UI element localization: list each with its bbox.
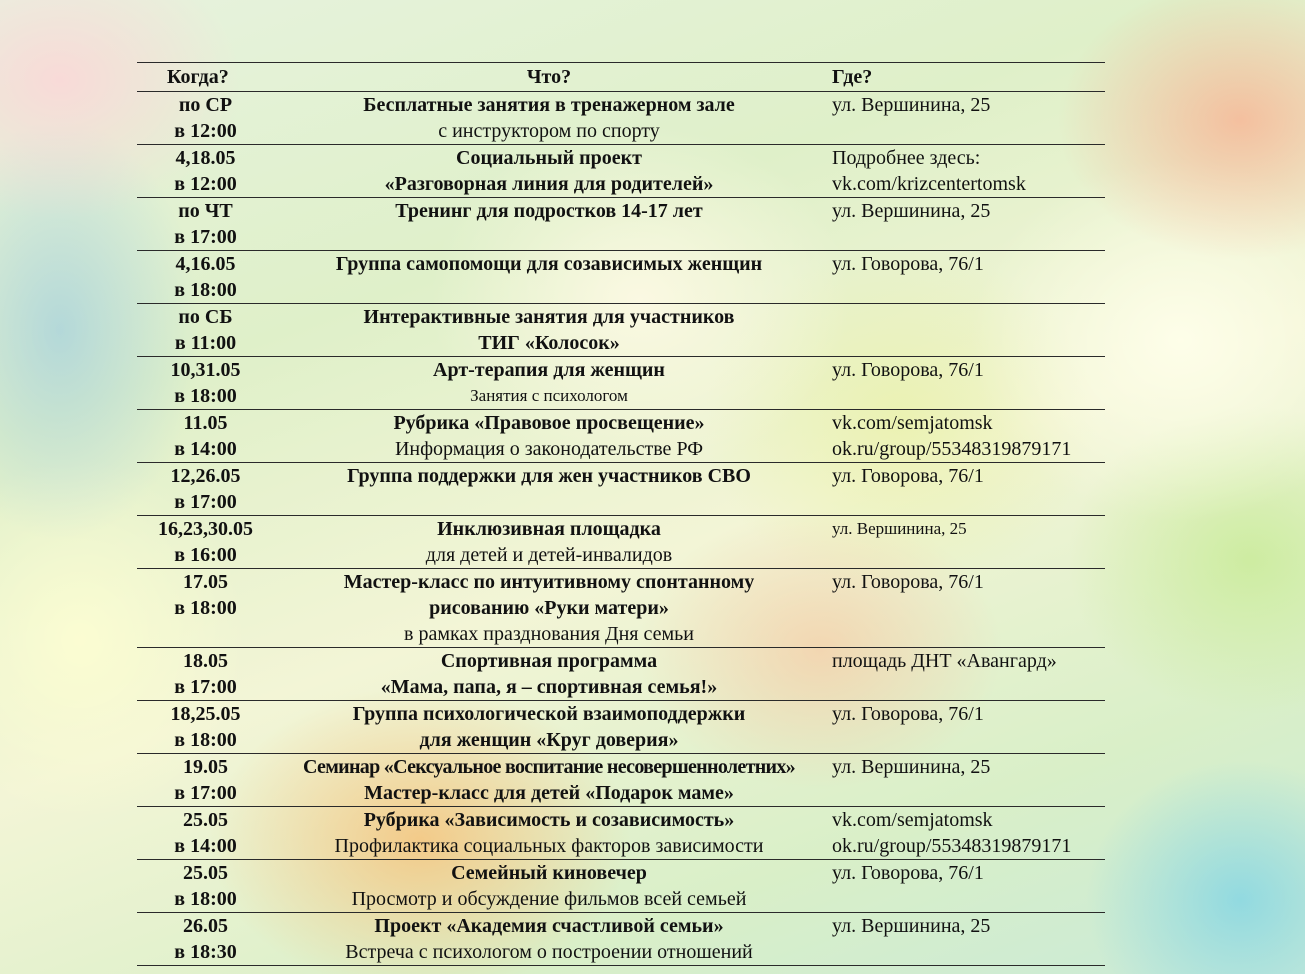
- when-cell: [137, 357, 274, 410]
- event-title: Рубрика «Правовое просвещение»: [393, 412, 705, 434]
- event-date: 12,26.05: [170, 465, 241, 487]
- event-title: ТИГ «Колосок»: [478, 332, 620, 354]
- event-title: Инклюзивная площадка: [437, 518, 661, 540]
- event-subtitle: Профилактика социальных факторов зависимости: [334, 835, 764, 857]
- table-row: [137, 754, 1105, 807]
- when-cell: [137, 860, 274, 913]
- where-cell: [824, 463, 1105, 516]
- event-location: ул. Вершинина, 25: [832, 519, 967, 538]
- event-location: ул. Вершинина, 25: [832, 915, 991, 937]
- event-subtitle: для детей и детей-инвалидов: [425, 544, 673, 566]
- header-where: Где?: [824, 63, 1105, 92]
- where-cell: [824, 860, 1105, 913]
- event-title: рисованию «Руки матери»: [429, 597, 669, 619]
- event-subtitle: с инструктором по спорту: [438, 120, 660, 142]
- event-date: 16,23,30.05: [158, 518, 253, 540]
- where-cell: [824, 410, 1105, 463]
- event-location: vk.com/semjatomsk: [832, 412, 993, 434]
- table-row: [137, 860, 1105, 913]
- header-what: Что?: [274, 63, 824, 92]
- table-row: [137, 251, 1105, 304]
- event-title: Спортивная программа: [440, 650, 658, 672]
- table-row: [137, 304, 1105, 357]
- when-cell: [137, 754, 274, 807]
- event-title: Тренинг для подростков 14-17 лет: [395, 200, 703, 222]
- what-cell: [274, 701, 824, 754]
- event-subtitle: Просмотр и обсуждение фильмов всей семьей: [351, 888, 747, 910]
- when-cell: [137, 648, 274, 701]
- event-location: ok.ru/group/55348319879171: [832, 835, 1072, 857]
- event-time: в 18:00: [174, 385, 237, 407]
- event-time: в 18:00: [174, 279, 237, 301]
- event-title: Группа поддержки для жен участников СВО: [347, 465, 751, 487]
- what-cell: [274, 913, 824, 966]
- where-cell: [824, 251, 1105, 304]
- what-cell: [274, 410, 824, 463]
- table-row: [137, 569, 1105, 648]
- event-time: в 18:30: [174, 941, 237, 963]
- event-date: по СР: [178, 94, 233, 116]
- what-cell: [274, 860, 824, 913]
- event-title: Семинар «Сексуальное воспитание несовершеннолетних»: [303, 756, 795, 778]
- event-location: vk.com/semjatomsk: [832, 809, 993, 831]
- schedule-table: [137, 62, 1105, 966]
- table-row: [137, 198, 1105, 251]
- event-location: площадь ДНТ «Авангард»: [832, 650, 1057, 672]
- event-location: ул. Вершинина, 25: [832, 200, 991, 222]
- table-row: [137, 410, 1105, 463]
- table-header-row: [137, 63, 1105, 92]
- event-date: 4,16.05: [175, 253, 236, 275]
- what-cell: [274, 357, 824, 410]
- where-cell: [824, 807, 1105, 860]
- when-cell: [137, 807, 274, 860]
- event-location: ok.ru/group/55348319879171: [832, 438, 1072, 460]
- event-time: в 12:00: [174, 120, 237, 142]
- what-cell: [274, 304, 824, 357]
- event-title: «Разговорная линия для родителей»: [384, 173, 714, 195]
- event-title: Интерактивные занятия для участников: [363, 306, 735, 328]
- event-time: в 16:00: [174, 544, 237, 566]
- event-location: ул. Говорова, 76/1: [832, 571, 984, 593]
- where-cell: [824, 516, 1105, 569]
- event-title: для женщин «Круг доверия»: [419, 729, 679, 751]
- where-cell: [824, 145, 1105, 198]
- event-title: Группа самопомощи для созависимых женщин: [335, 253, 763, 275]
- event-title: Рубрика «Зависимость и созависимость»: [363, 809, 735, 831]
- table-row: [137, 913, 1105, 966]
- event-time: в 14:00: [174, 438, 237, 460]
- event-time: в 12:00: [174, 173, 237, 195]
- event-subtitle: Информация о законодательстве РФ: [394, 438, 704, 460]
- event-subtitle: Занятия с психологом: [470, 386, 628, 405]
- event-time: в 14:00: [174, 835, 237, 857]
- event-time: в 18:00: [174, 888, 237, 910]
- event-date: 4,18.05: [175, 147, 236, 169]
- event-title: Группа психологической взаимоподдержки: [352, 703, 746, 725]
- event-date: по СБ: [178, 306, 233, 328]
- what-cell: [274, 198, 824, 251]
- where-cell: [824, 569, 1105, 648]
- what-cell: [274, 569, 824, 648]
- event-title: Бесплатные занятия в тренажерном зале: [363, 94, 735, 116]
- event-location: ул. Говорова, 76/1: [832, 465, 984, 487]
- event-date: 18,25.05: [170, 703, 241, 725]
- event-time: в 11:00: [174, 332, 237, 354]
- what-cell: [274, 754, 824, 807]
- table-row: [137, 648, 1105, 701]
- table-row: [137, 463, 1105, 516]
- what-cell: [274, 648, 824, 701]
- when-cell: [137, 92, 274, 145]
- event-date: 26.05: [183, 915, 228, 937]
- event-location: vk.com/krizcentertomsk: [832, 173, 1026, 195]
- table-row: [137, 516, 1105, 569]
- event-date: 17.05: [183, 571, 228, 593]
- table-row: [137, 357, 1105, 410]
- event-date: 25.05: [183, 809, 228, 831]
- where-cell: [824, 648, 1105, 701]
- event-title: Мастер-класс по интуитивному спонтанному: [343, 571, 755, 593]
- when-cell: [137, 410, 274, 463]
- event-title: Социальный проект: [456, 147, 642, 169]
- event-location: ул. Вершинина, 25: [832, 756, 991, 778]
- where-cell: [824, 357, 1105, 410]
- what-cell: [274, 463, 824, 516]
- when-cell: [137, 516, 274, 569]
- when-cell: [137, 145, 274, 198]
- event-date: по ЧТ: [178, 200, 233, 222]
- when-cell: [137, 251, 274, 304]
- header-when: Когда?: [137, 63, 274, 92]
- what-cell: [274, 92, 824, 145]
- when-cell: [137, 701, 274, 754]
- event-date: 18.05: [183, 650, 228, 672]
- event-time: в 17:00: [174, 491, 237, 513]
- where-cell: [824, 754, 1105, 807]
- table-row: [137, 807, 1105, 860]
- table-row: [137, 92, 1105, 145]
- event-date: 10,31.05: [170, 359, 241, 381]
- event-title: Семейный киновечер: [451, 862, 647, 884]
- event-location: Подробнее здесь:: [832, 147, 981, 169]
- event-location: ул. Говорова, 76/1: [832, 253, 984, 275]
- when-cell: [137, 304, 274, 357]
- event-subtitle: в рамках празднования Дня семьи: [404, 623, 694, 645]
- event-title: Арт-терапия для женщин: [433, 359, 665, 381]
- event-location: ул. Вершинина, 25: [832, 94, 991, 116]
- event-time: в 18:00: [174, 729, 237, 751]
- table-row: [137, 701, 1105, 754]
- what-cell: [274, 807, 824, 860]
- when-cell: [137, 913, 274, 966]
- where-cell: [824, 92, 1105, 145]
- event-date: 11.05: [183, 412, 228, 434]
- event-location: ул. Говорова, 76/1: [832, 703, 984, 725]
- event-location: ул. Говорова, 76/1: [832, 862, 984, 884]
- where-cell: [824, 913, 1105, 966]
- event-title: Мастер-класс для детей «Подарок маме»: [364, 782, 734, 804]
- event-date: 25.05: [183, 862, 228, 884]
- what-cell: [274, 516, 824, 569]
- what-cell: [274, 251, 824, 304]
- table-row: [137, 145, 1105, 198]
- when-cell: [137, 463, 274, 516]
- where-cell: [824, 304, 1105, 357]
- where-cell: [824, 701, 1105, 754]
- event-time: в 17:00: [174, 782, 237, 804]
- when-cell: [137, 198, 274, 251]
- event-location: ул. Говорова, 76/1: [832, 359, 984, 381]
- event-time: в 17:00: [174, 676, 237, 698]
- event-title: «Мама, папа, я – спортивная семья!»: [380, 676, 718, 698]
- event-time: в 17:00: [174, 226, 237, 248]
- where-cell: [824, 198, 1105, 251]
- event-subtitle: Встреча с психологом о построении отношений: [345, 941, 753, 963]
- event-date: 19.05: [183, 756, 228, 778]
- what-cell: [274, 145, 824, 198]
- event-time: в 18:00: [174, 597, 237, 619]
- event-title: Проект «Академия счастливой семьи»: [374, 915, 724, 937]
- when-cell: [137, 569, 274, 648]
